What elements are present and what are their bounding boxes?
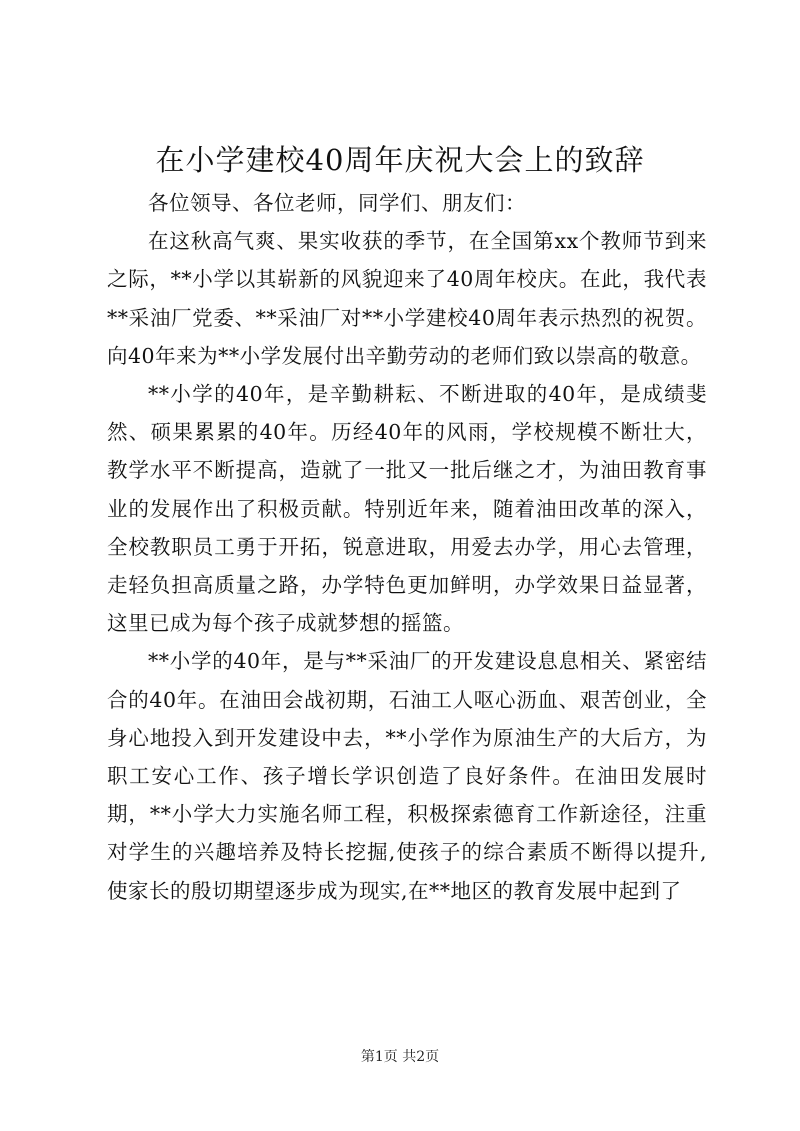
paragraph-2: **小学的40年，是辛勤耕耘、不断进取的40年，是成绩斐然、硕果累累的40年。历经40年的风雨，学校规模不断壮大，教学水平不断提高，造就了一批又一批后继之才，为油田教育事业的发展作出了积极贡献。特别近年来，随着油田改革的深入，全校教职员工勇于开拓，锐意进取，用爱去办学，用心去管理，走轻负担高质量之路，办学特色更加鲜明，办学效果日益显著，这里已成为每个孩子成就梦想的摇篮。	[107, 382, 707, 636]
paragraph-3: **小学的40年，是与**采油厂的开发建设息息相关、紧密结合的40年。在油田会战初期，石油工人呕心沥血、艰苦创业，全身心地投入到开发建设中去，**小学作为原油生产的大后方，为职工安心工作、孩子增长学识创造了良好条件。在油田发展时期，**小学大力实施名师工程，积极探索德育工作新途径，注重对学生的兴趣培养及特长挖掘,使孩子的综合素质不断得以提升,使家长的殷切期望逐步成为现实,在**地区的教育发展中起到了	[107, 649, 707, 903]
salutation: 各位领导、各位老师，同学们、朋友们：	[148, 191, 526, 215]
page-number: 第1页 共2页	[360, 1049, 440, 1065]
page-footer	[0, 1047, 800, 1067]
document-title: 在小学建校40周年庆祝大会上的致辞	[155, 143, 645, 177]
paragraph-1: 在这秋高气爽、果实收获的季节，在全国第xx个教师节到来之际，**小学以其崭新的风貌迎来了40周年校庆。在此，我代表**采油厂党委、**采油厂对**小学建校40周年表示热烈的祝贺。向40年来为**小学发展付出辛勤劳动的老师们致以崇高的敬意。	[107, 229, 707, 368]
document-body	[107, 184, 707, 910]
